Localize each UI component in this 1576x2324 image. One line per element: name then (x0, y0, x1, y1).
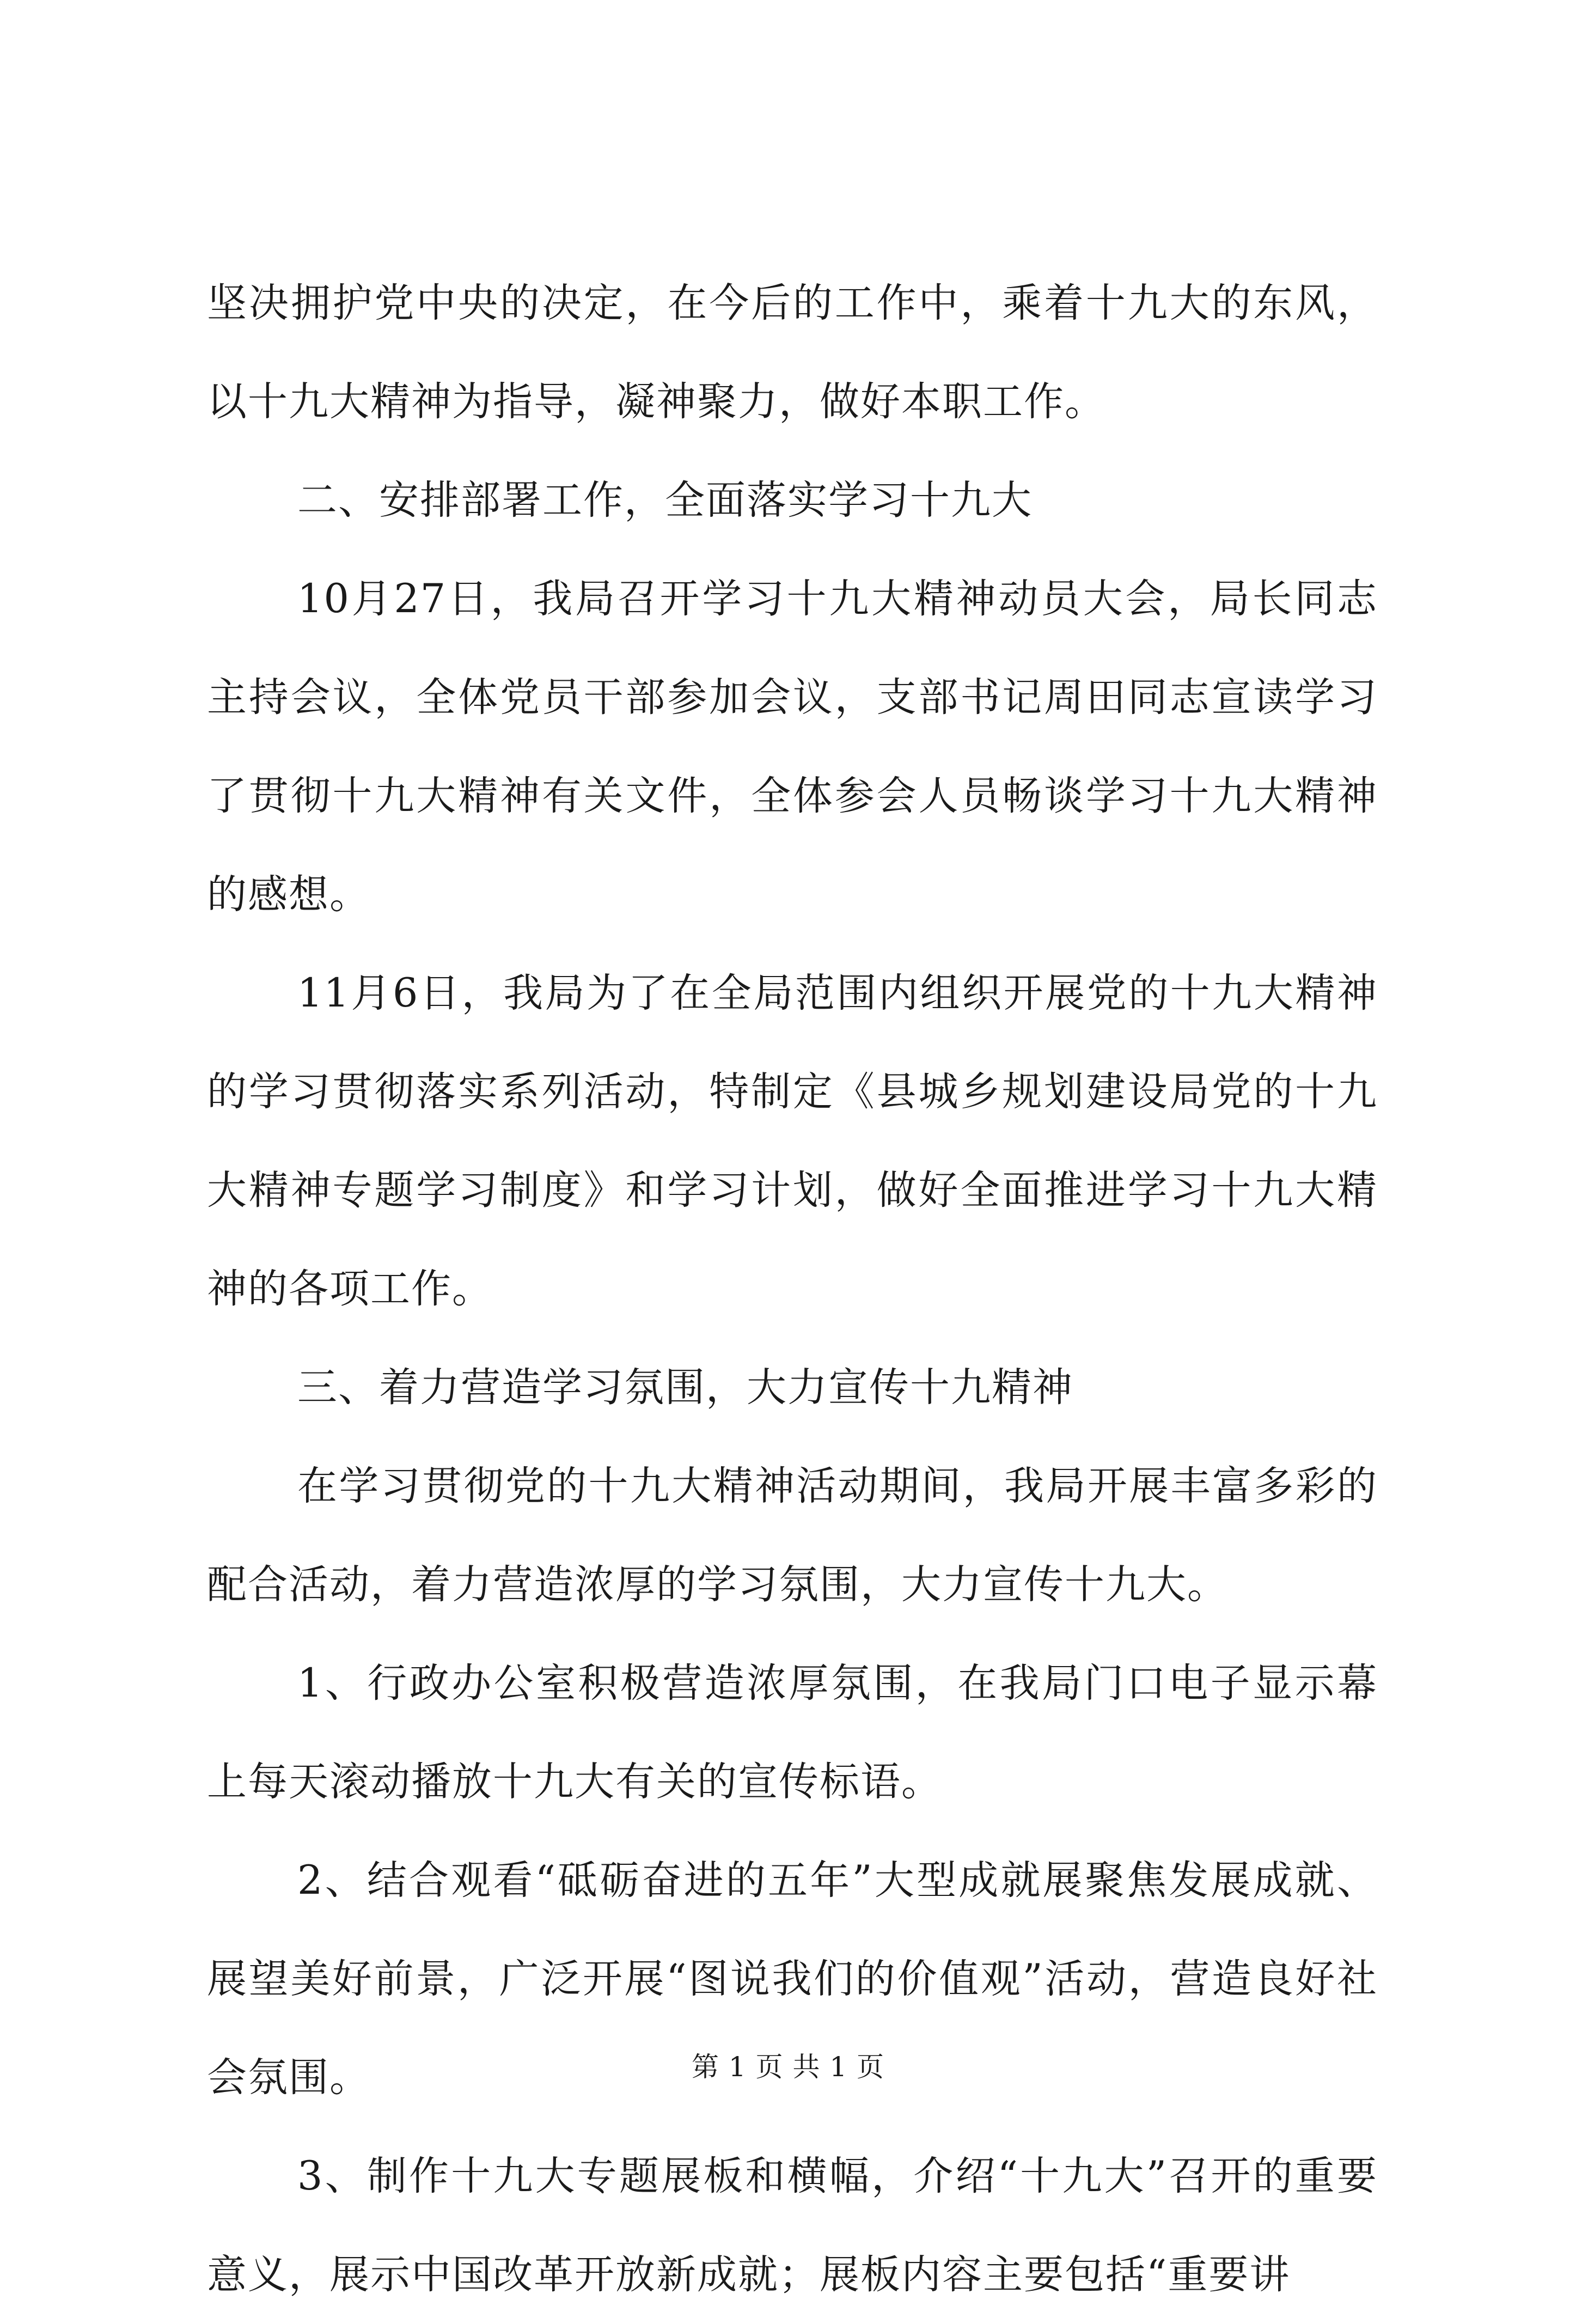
paragraph-activities: 在学习贯彻党的十九大精神活动期间，我局开展丰富多彩的配合活动，着力营造浓厚的学习氛围，大力宣传十九大。 (207, 1463, 1378, 1608)
section-heading-2: 二、安排部署工作，全面落实学习十九大 (297, 477, 1033, 523)
page-footer: 第 1 页 共 1 页 (691, 2051, 885, 2083)
list-item-3: 3、制作十九大专题展板和横幅，介绍“十九大”召开的重要意义，展示中国改革开放新成就；展板内容主要包括“重要讲 (207, 2153, 1378, 2298)
document-body (207, 254, 1378, 2324)
paragraph-oct27: 10月27日，我局召开学习十九大精神动员大会，局长同志主持会议，全体党员干部参加会议，支部书记周田同志宣读学习了贯彻十九大精神有关文件，全体参会人员畅谈学习十九大精神的感想。 (207, 576, 1378, 918)
list-item-2: 2、结合观看“砥砺奋进的五年”大型成就展聚焦发展成就、展望美好前景，广泛开展“图说我们的价值观”活动，营造良好社会氛围。 (207, 1857, 1378, 2101)
section-heading-3: 三、着力营造学习氛围，大力宣传十九精神 (297, 1364, 1073, 1411)
list-item-1: 1、行政办公室积极营造浓厚氛围，在我局门口电子显示幕上每天滚动播放十九大有关的宣传标语。 (207, 1660, 1378, 1805)
paragraph-continuation: 坚决拥护党中央的决定，在今后的工作中，乘着十九大的东风，以十九大精神为指导，凝神聚力，做好本职工作。 (207, 280, 1378, 425)
paragraph-nov6: 11月6日，我局为了在全局范围内组织开展党的十九大精神的学习贯彻落实系列活动，特制定《县城乡规划建设局党的十九大精神专题学习制度》和学习计划，做好全面推进学习十九大精神的各项工作。 (207, 970, 1378, 1312)
